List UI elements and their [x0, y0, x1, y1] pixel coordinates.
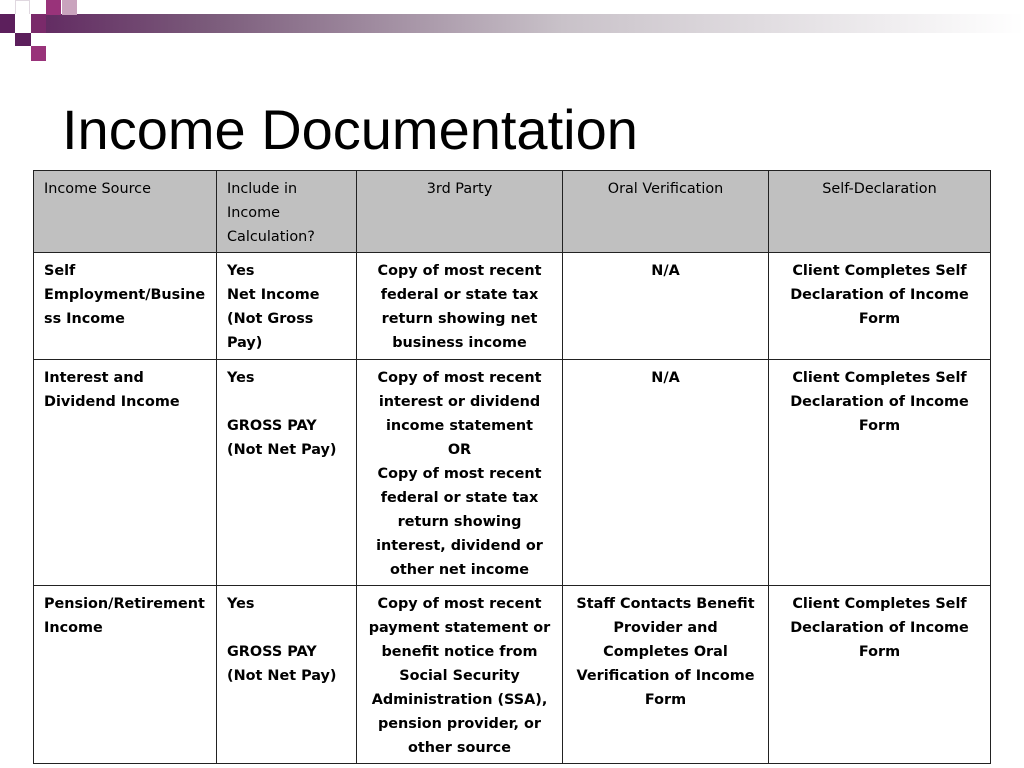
cell-self-declaration: Client Completes Self Declaration of Income Form [769, 253, 991, 360]
cell-self-declaration: Client Completes Self Declaration of Income Form [769, 360, 991, 586]
theme-square-magenta [46, 0, 61, 15]
include-line: Yes [227, 596, 255, 612]
table-header-row [34, 171, 991, 253]
cell-oral-verification: N/A [563, 360, 769, 586]
cell-include [217, 586, 357, 764]
theme-square-magenta-2 [31, 46, 46, 61]
cell-third-party [357, 360, 563, 586]
cell-income-source: Interest and Dividend Income [34, 360, 217, 586]
header-oral-verification: Oral Verification [563, 171, 769, 253]
theme-square-light [62, 0, 77, 15]
cell-income-source: Pension/Retirement Income [34, 586, 217, 764]
cell-include [217, 253, 357, 360]
cell-third-party [357, 253, 563, 360]
cell-include [217, 360, 357, 586]
cell-self-declaration: Client Completes Self Declaration of Income Form [769, 586, 991, 764]
third-party-line: Copy of most recent federal or state tax return showing net business income [377, 263, 542, 351]
include-line: GROSS PAY (Not Net Pay) [227, 644, 337, 684]
page-title: Income Documentation [62, 98, 638, 161]
theme-square-dark-2 [15, 33, 31, 46]
third-party-line: Copy of most recent interest or dividend income statement [377, 370, 542, 434]
cell-oral-verification: N/A [563, 253, 769, 360]
cell-oral-verification: Staff Contacts Benefit Provider and Completes Oral Verification of Income Form [563, 586, 769, 764]
theme-square-mid [31, 14, 46, 33]
header-self-declaration: Self-Declaration [769, 171, 991, 253]
include-line: Net Income (Not Gross Pay) [227, 287, 320, 351]
cell-third-party [357, 586, 563, 764]
theme-gradient-bar [0, 14, 1024, 33]
include-line: Yes [227, 370, 255, 386]
third-party-line: Copy of most recent payment statement or benefit notice from Social Security Administration (SSA), pension provider, or other source [368, 596, 551, 756]
header-third-party: 3rd Party [357, 171, 563, 253]
third-party-line: Copy of most recent federal or state tax return showing interest, dividend or other net income [376, 466, 543, 578]
include-gap [227, 390, 346, 414]
table-row-pension-retirement [34, 586, 991, 764]
cell-income-source: Self Employment/Business Income [34, 253, 217, 360]
theme-square-white [15, 0, 30, 15]
header-include-in-calculation: Include in Income Calculation? [217, 171, 357, 253]
include-line: GROSS PAY (Not Net Pay) [227, 418, 337, 458]
header-income-source: Income Source [34, 171, 217, 253]
income-documentation-table [33, 170, 991, 764]
table-row-self-employment [34, 253, 991, 360]
theme-square-white-2 [15, 14, 31, 33]
theme-square-dark [0, 14, 15, 33]
include-gap [227, 616, 346, 640]
include-line: Yes [227, 263, 255, 279]
table-row-interest-dividend [34, 360, 991, 586]
third-party-line: OR [447, 442, 472, 458]
